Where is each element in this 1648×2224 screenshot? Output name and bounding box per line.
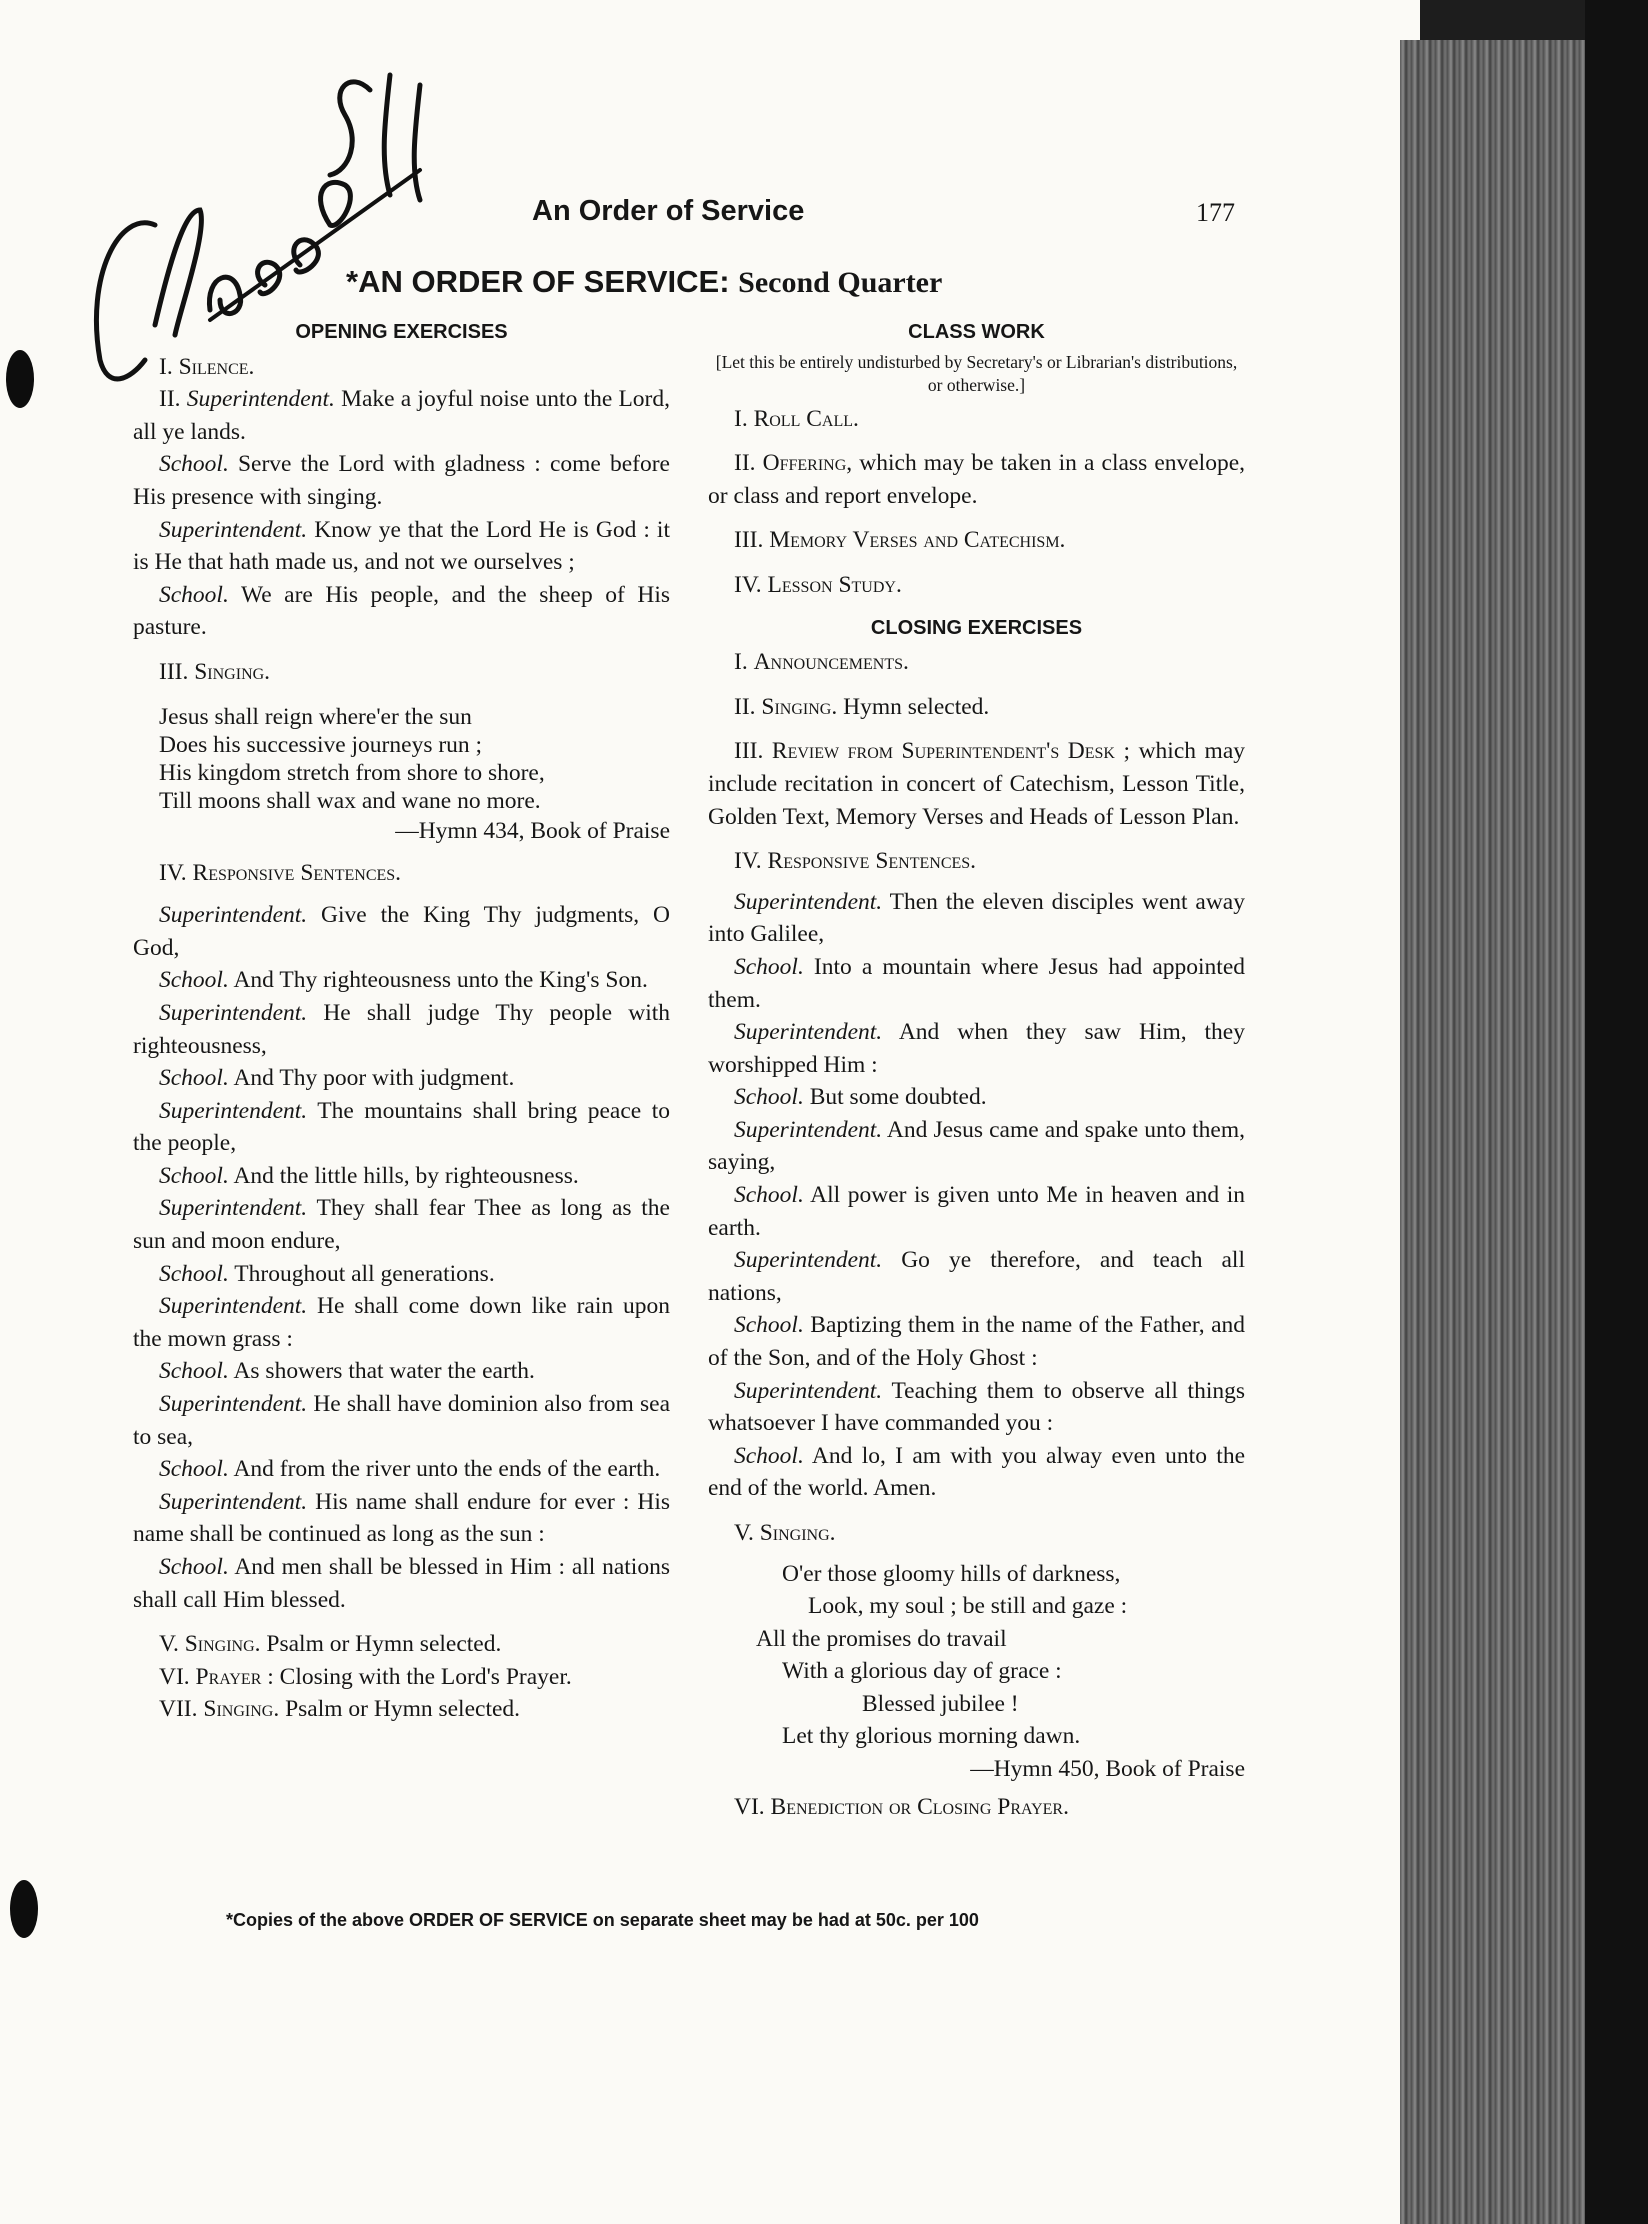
paragraph: IV. Responsive Sentences. — [734, 848, 977, 875]
response: Superintendent. He shall come down like rain upon the mown grass : — [133, 1293, 671, 1352]
response: Superintendent. Then the eleven disciples went away into Galilee, — [708, 888, 1245, 948]
paragraph: III. Memory Verses and Catechism. — [734, 527, 1066, 554]
paragraph: II. Singing. Hymn selected. — [734, 693, 990, 720]
hymn-line: Jesus shall reign where'er the sun — [159, 703, 472, 730]
hymn-line: Let thy glorious morning dawn. — [782, 1723, 1081, 1750]
response: Superintendent. And when they saw Him, they worshipped Him : — [708, 1019, 1245, 1078]
closing-exercises-heading: CLOSING EXERCISES — [870, 616, 1083, 639]
response: School. And the little hills, by righteousness. — [159, 1162, 579, 1189]
paragraph: IV. Responsive Sentences. — [159, 859, 402, 886]
response: Superintendent. He shall judge Thy people with righteousness, — [133, 999, 671, 1059]
hymn-attribution: —Hymn 434, Book of Praise — [395, 817, 670, 844]
hymn-line: Does his successive journeys run ; — [159, 731, 483, 758]
title-main: *AN ORDER OF SERVICE: — [346, 264, 730, 299]
response: Superintendent. Teaching them to observe all things whatsoever I have commanded you : — [708, 1377, 1246, 1437]
response: School. As showers that water the earth. — [159, 1358, 535, 1385]
response: Superintendent. His name shall endure for ever : His name shall be continued as long as the sun : — [133, 1488, 670, 1548]
paragraph: School. Serve the Lord with gladness : come before His presence with singing. — [133, 451, 670, 510]
response: School. But some doubted. — [734, 1084, 987, 1111]
responsive-sentences — [133, 899, 670, 1616]
response: School. And Thy righteousness unto the King's Son. — [159, 967, 648, 994]
hymn-450 — [756, 1558, 1245, 1786]
footnote: *Copies of the above ORDER OF SERVICE on separate sheet may be had at 50c. per 100 — [226, 1910, 979, 1930]
response: School. All power is given unto Me in heaven and in earth. — [708, 1182, 1245, 1241]
response: Superintendent. He shall have dominion also from sea to sea, — [133, 1391, 670, 1450]
hymn-line: With a glorious day of grace : — [782, 1658, 1062, 1685]
opening-exercises-heading: OPENING EXERCISES — [295, 321, 508, 343]
paragraph: IV. Lesson Study. — [734, 571, 902, 598]
paragraph: II. Superintendent. Make a joyful noise unto the Lord, all ye lands. — [133, 386, 670, 445]
response: Superintendent. They shall fear Thee as long as the sun and moon endure, — [133, 1195, 670, 1255]
paragraph: V. Singing. Psalm or Hymn selected. — [159, 1631, 502, 1658]
class-work-heading: CLASS WORK — [908, 321, 1045, 343]
hymn-line: All the promises do travail — [756, 1625, 1007, 1652]
hymn-line: O'er those gloomy hills of darkness, — [782, 1560, 1121, 1587]
paragraph: I. Announcements. — [734, 649, 909, 676]
response: School. And lo, I am with you alway even unto the end of the world. Amen. — [708, 1442, 1245, 1502]
paragraph: I. Silence. — [159, 353, 255, 380]
hymn-line: Look, my soul ; be still and gaze : — [808, 1593, 1128, 1620]
paragraph: III. Singing. — [159, 658, 271, 685]
left-column — [133, 316, 670, 1726]
response: School. Throughout all generations. — [159, 1260, 495, 1287]
response: School. And from the river unto the ends of the earth. — [159, 1456, 661, 1483]
page-number: 177 — [1196, 198, 1235, 227]
response: Superintendent. And Jesus came and spake unto them, saying, — [708, 1116, 1245, 1176]
hymn-line: His kingdom stretch from shore to shore, — [159, 759, 545, 786]
page-title — [346, 264, 942, 300]
responsive-sentences — [708, 886, 1245, 1505]
paragraph: V. Singing. — [734, 1520, 836, 1546]
response: School. And Thy poor with judgment. — [159, 1065, 515, 1092]
paragraph: VII. Singing. Psalm or Hymn selected. — [159, 1696, 521, 1723]
binding-hole — [10, 1880, 38, 1938]
paragraph: III. Review from Superintendent's Desk ; which may include recitation in concert of Catechism, Lesson Title, Golden Text, Memory Verses and Heads of Lesson Plan. — [708, 738, 1245, 830]
running-title: An Order of Service — [532, 195, 805, 227]
hymn-434 — [159, 703, 670, 845]
paragraph: School. We are His people, and the sheep of His pasture. — [133, 581, 670, 641]
response: Superintendent. Go ye therefore, and teach all nations, — [708, 1247, 1245, 1306]
binding-hole — [6, 350, 34, 408]
response: School. Into a mountain where Jesus had appointed them. — [708, 953, 1245, 1013]
response: Superintendent. The mountains shall bring peace to the people, — [133, 1097, 671, 1157]
right-column — [708, 316, 1245, 1824]
hymn-attribution: —Hymn 450, Book of Praise — [970, 1755, 1245, 1782]
paragraph: I. Roll Call. — [734, 405, 859, 432]
paragraph: Superintendent. Know ye that the Lord He is God : it is He that hath made us, and not we ourselves ; — [133, 516, 670, 576]
response: School. And men shall be blessed in Him : all nations shall call Him blessed. — [133, 1554, 670, 1613]
hymn-line: Till moons shall wax and wane no more. — [159, 787, 541, 814]
paragraph: VI. Benediction or Closing Prayer. — [734, 1794, 1069, 1821]
hymn-line: Blessed jubilee ! — [862, 1690, 1019, 1717]
paragraph: VI. Prayer : Closing with the Lord's Prayer. — [159, 1663, 572, 1690]
response: Superintendent. Give the King Thy judgments, O God, — [133, 902, 670, 961]
response: School. Baptizing them in the name of the Father, and of the Son, and of the Holy Ghost : — [708, 1312, 1245, 1372]
title-sub: Second Quarter — [738, 266, 943, 299]
paragraph: II. Offering, which may be taken in a class envelope, or class and report envelope. — [708, 450, 1246, 509]
book-spine-shadow — [1585, 0, 1648, 2224]
class-work-note: [Let this be entirely undisturbed by Secretary's or Librarian's distributions, or otherwise.] — [715, 351, 1238, 395]
